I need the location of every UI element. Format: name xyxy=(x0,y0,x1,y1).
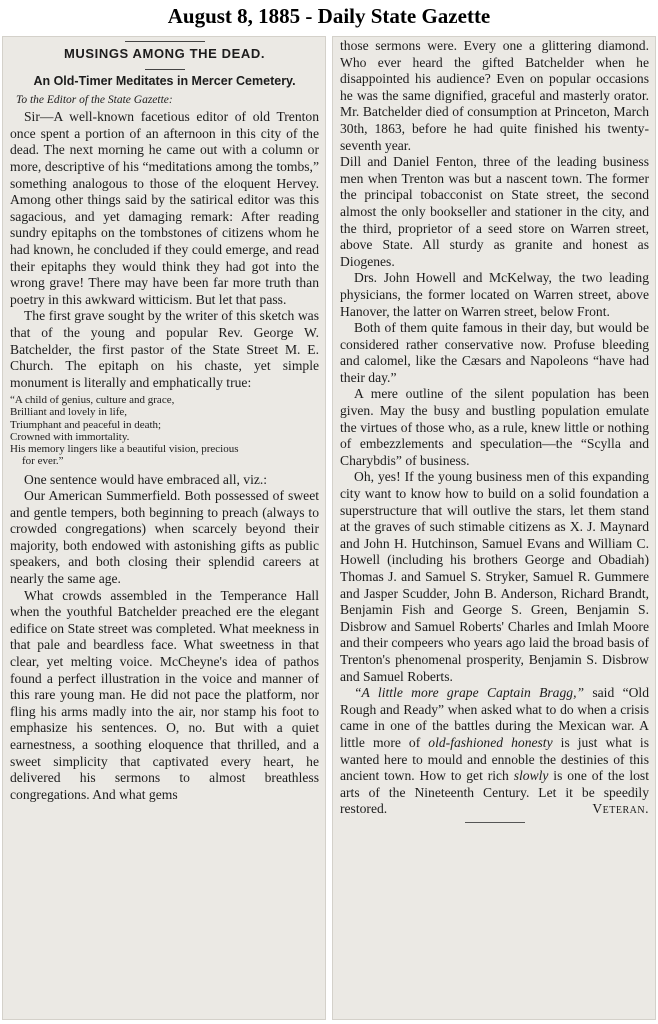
paragraph: Oh, yes! If the young business men of this expanding city want to know how to build on a solid foundation a superstructure that will outlive the stars, let them stand at the graves of such stimable citizens as X. J. Maynard and John H. Hutchinson, Samuel Evans and William C. Howell (including his brothers George and Obadiah) Thomas J. and Samuel S. Stryker, Samuel R. Gummere and Jasper Scudder, John B. Anderson, Richard Brandt, Benjamin Fish and George S. Green, Benjamin S. Disbrow and Samuel Roberts' Charles and Imlah Moore and their compeers who years ago laid the broad basis of Trenton's phenomenal prosperity, Benjamin S. Disbrow and Samuel Roberts. xyxy=(340,469,649,684)
poem-line: for ever.” xyxy=(22,455,64,468)
paragraph: Our American Summerfield. Both possessed of sweet and gentle tempers, both beginning to preach (always to crowded congregations) when scarcely beyond their majority, both endowed with astonishing gifts as public speakers, and both closing their splendid careers at nearly the same age. xyxy=(10,488,319,587)
paragraph: Both of them quite famous in their day, but would be considered rather conservative now. Profuse bleeding and calomel, like the Cæsars and Napoleons “have had their day.” xyxy=(340,320,649,385)
poem-line: “A child of genius, culture and grace, xyxy=(10,394,175,407)
paragraph: A mere outline of the silent population has been given. May the busy and bustling population emulate the virtues of those who, as a rule, knew little or nothing of embezzlements and speculation—the “Scylla and Charybdis” of business. xyxy=(340,386,649,468)
closing-text: is just what is wanted here to mould and ennoble the destinies of this ancient town. How to get rich xyxy=(340,734,649,784)
paragraph: What crowds assembled in the Temperance Hall when the youthful Batchelder preached ere the elegant edifice on State street was completed. What meekness in that pale and beardless face. What sweetness in that clear, yet melting voice. McCheyne's idea of pathos found a perfect illustration in the voice and manner of this rare young man. He did not pace the platform, nor fling his arms madly into the air, nor stamp his foot to emphasize his sentences. O, no. But with a quiet earnestness, a soothing eloquence that thrilled, and a sweet simplicity that captivated every heart, he delivered his sermons to almost breathless congregations. And what gems xyxy=(10,587,319,802)
top-rule xyxy=(125,41,205,42)
poem-line: His memory lingers like a beautiful vision, precious xyxy=(10,443,239,456)
paragraph: Drs. John Howell and McKelway, the two leading physicians, the former located on Warren street, above Hanover, the latter on Warren street, below Front. xyxy=(340,270,649,319)
poem-line: Triumphant and peaceful in death; xyxy=(10,418,162,431)
closing-text: said “Old Rough and Ready” when asked what to do when a crisis came in one of the battles during the Mexican war. A little more of xyxy=(340,685,649,750)
page-title: August 8, 1885 - Daily State Gazette xyxy=(167,4,491,28)
honesty-italic: old-fashioned honesty xyxy=(428,734,553,750)
closing-paragraph xyxy=(340,685,649,818)
salutation: To the Editor of the State Gazette: xyxy=(16,93,173,106)
signature: Veteran. xyxy=(592,801,649,817)
article-left-column xyxy=(2,36,326,1020)
headline-divider xyxy=(145,69,185,70)
subheadline: An Old-Timer Meditates in Mercer Cemetery. xyxy=(33,73,296,88)
paragraph: those sermons were. Every one a glittering diamond. Who ever heard the gifted Batchelder when he disappointed his audience? Even on popular occasions he was the same dignified, graceful and masterly orator. Mr. Batchelder died of consumption at Princeton, March 30th, 1863, before he had quite finished his twenty-seventh year. xyxy=(340,38,649,153)
epitaph-poem xyxy=(10,394,319,467)
headline: MUSINGS AMONG THE DEAD. xyxy=(63,46,266,61)
bottom-rule xyxy=(465,822,525,823)
slowly-italic: slowly xyxy=(513,768,549,784)
paragraph: The first grave sought by the writer of this sketch was that of the young and popular Rev. George W. Batchelder, the first pastor of the State Street M. E. Church. The epitaph on his chaste, yet simple monument is literally and emphatically true: xyxy=(10,308,319,390)
closing-text: is one of the lost arts of the Nineteenth Century. Let it be speedily restored. xyxy=(340,768,649,817)
paragraph: Dill and Daniel Fenton, three of the leading business men when Trenton was but a nascent town. The former the principal tobacconist on State street, the second almost the only bookseller and stationer in the city, and the third, proprietor of a seed store on Warren street, above State. All sturdy as granite and honest as Diogenes. xyxy=(340,154,649,269)
quote-italic: “A little more grape Captain Bragg,” xyxy=(354,685,585,701)
poem-line: Crowned with immortality. xyxy=(10,430,130,443)
article-right-column xyxy=(332,36,656,1020)
paragraph: Sir—A well-known facetious editor of old Trenton once spent a portion of an afternoon in this city of the dead. The next morning he came out with a column or more, descriptive of his “meditations among the tombs,” something analogous to those of the eloquent Hervey. Among other things said by the satirical editor was this sagacious, and yet damaging remark: After reading sundry epitaphs on the tombstones of citizens whom he had known, he concluded if they could emerge, and read their epitaphs they would think they had got into the wrong grave! There may have been far more truth than poetry in this awkward witticism. But let that pass. xyxy=(10,109,319,307)
poem-line: Brilliant and lovely in life, xyxy=(10,406,128,419)
paragraph: One sentence would have embraced all, viz.: xyxy=(24,471,268,487)
